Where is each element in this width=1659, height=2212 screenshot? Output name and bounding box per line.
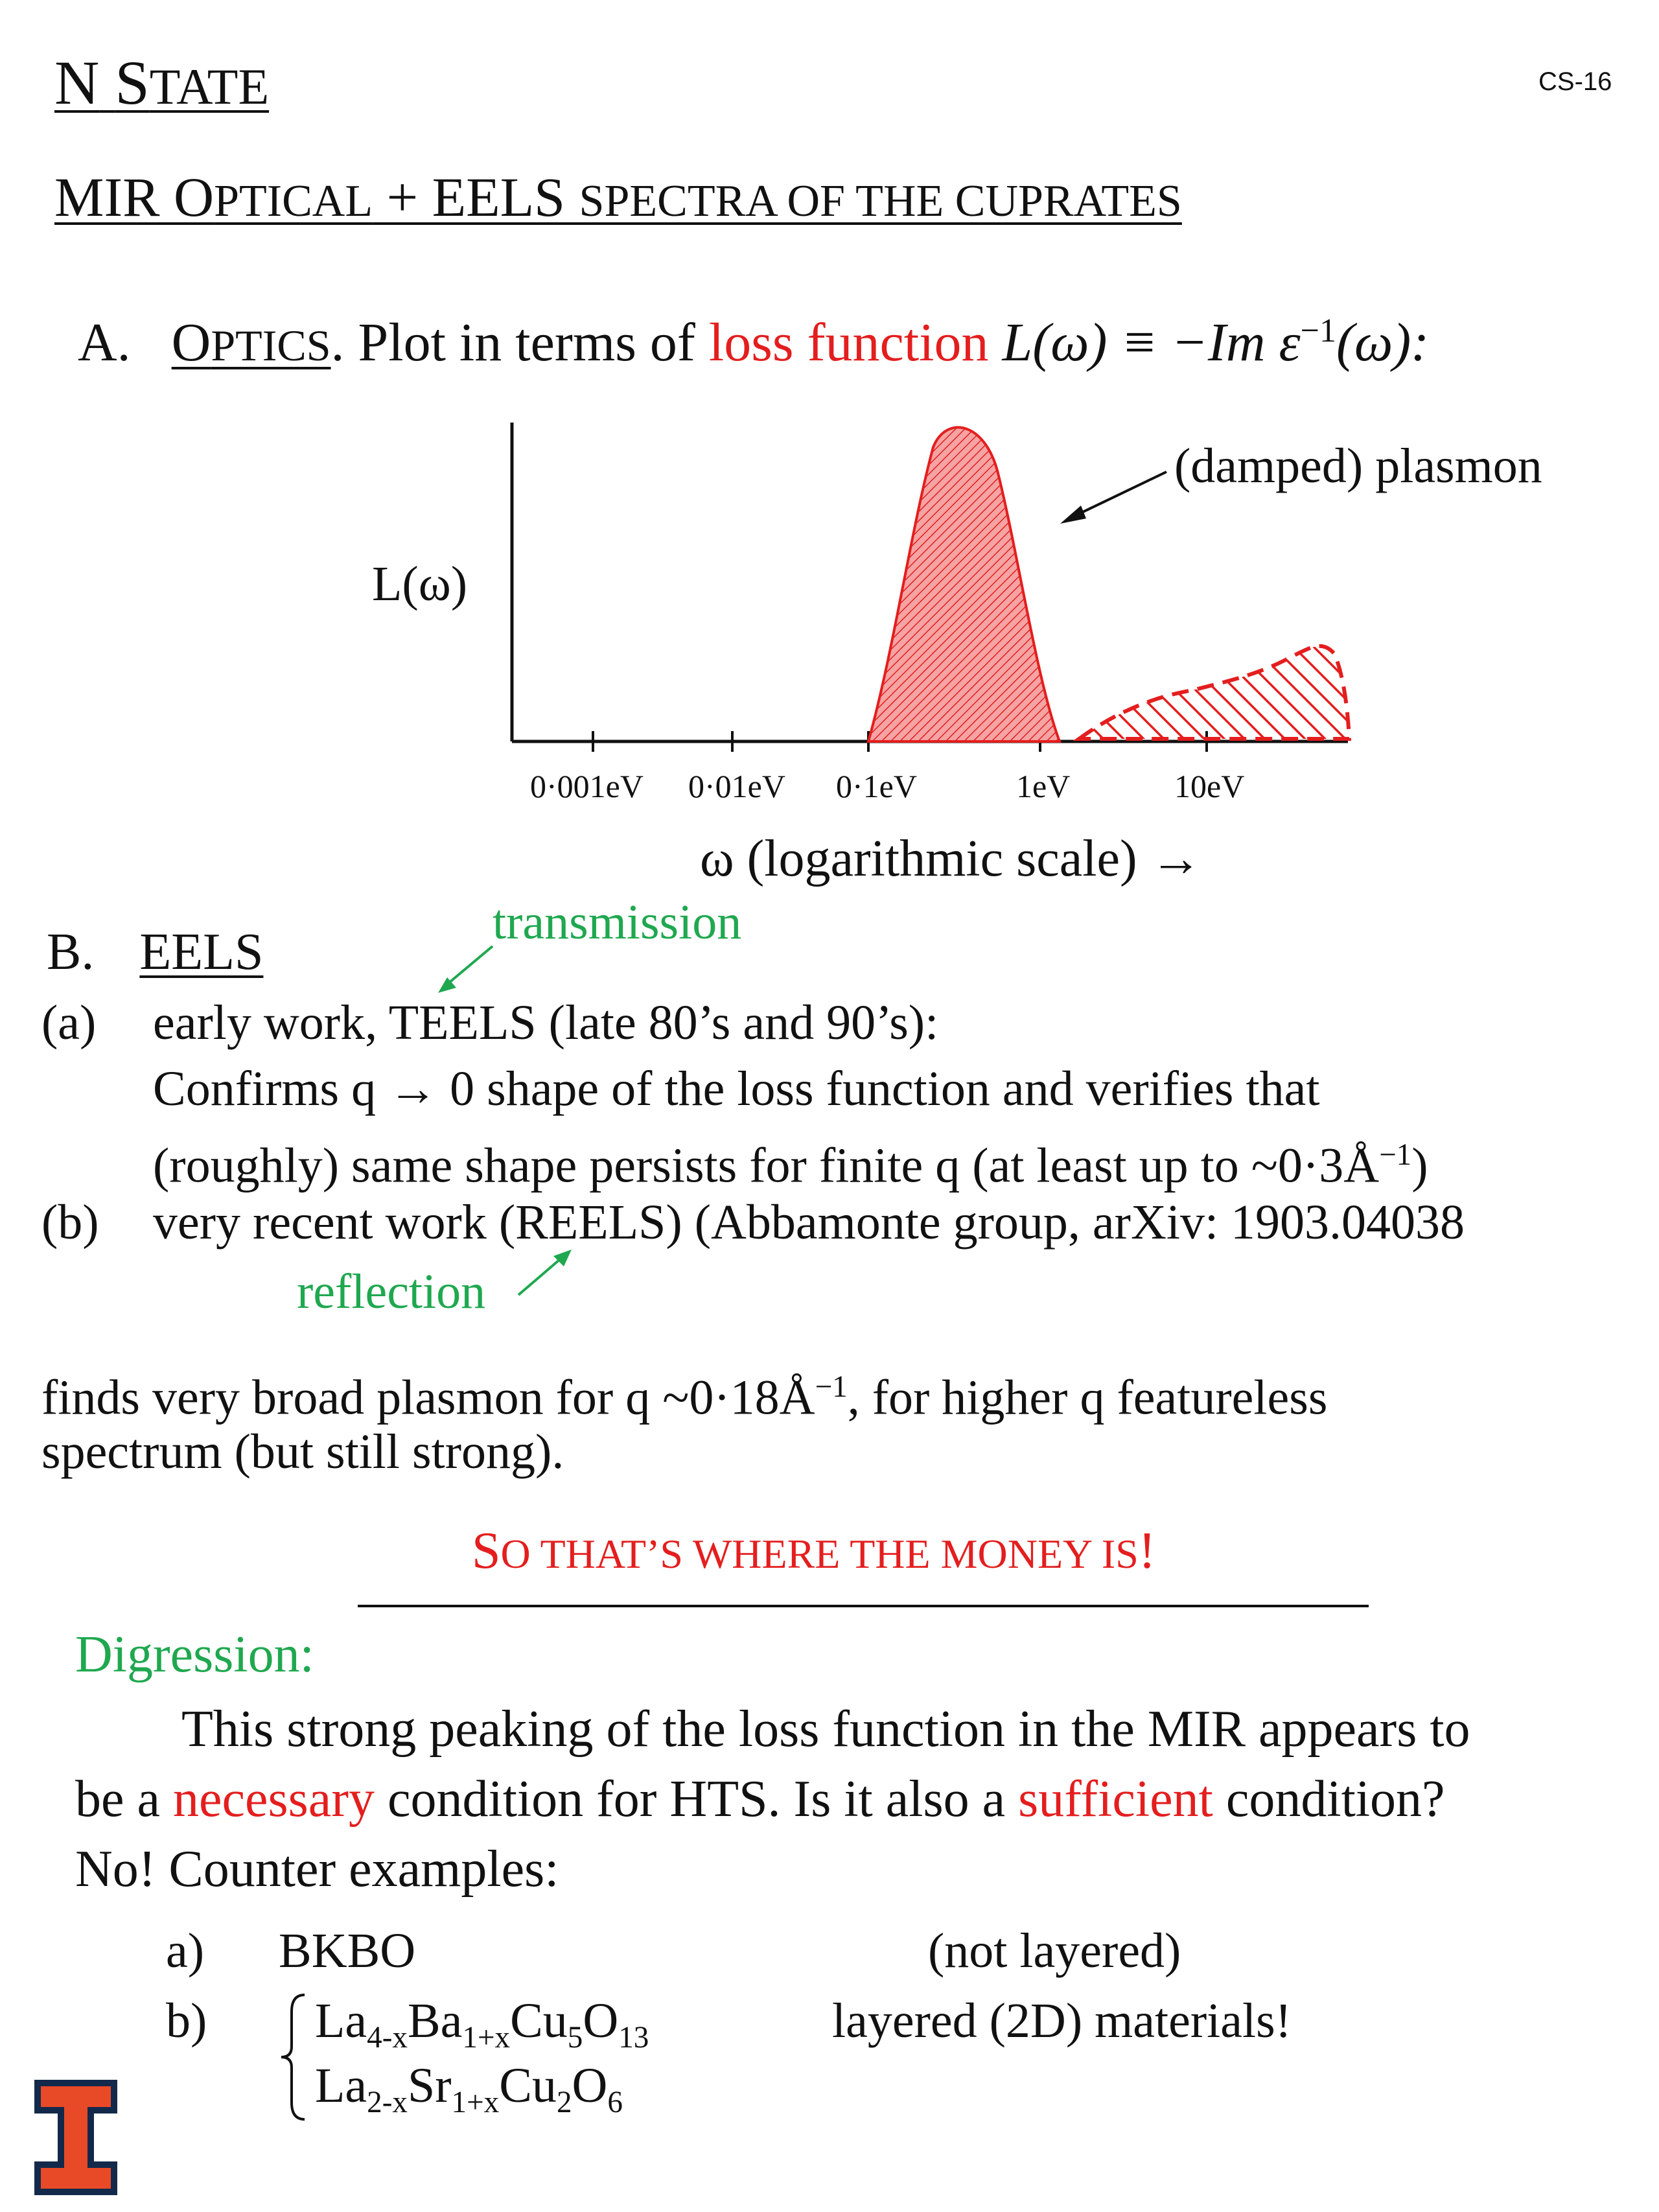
example-a-label: a) xyxy=(166,1924,205,1978)
illinois-block-i-logo xyxy=(34,2079,118,2196)
x-tick-label: 1eV xyxy=(1016,768,1071,804)
plasmon-annotation: (damped) plasmon xyxy=(1174,439,1542,493)
plot-x-label: ω (logarithmic scale) → xyxy=(700,830,1202,887)
high-energy-region xyxy=(1079,646,1349,739)
finds-line2: spectrum (but still strong). xyxy=(41,1425,564,1479)
x-tick-label: 0·01eV xyxy=(688,768,785,804)
example-b-label: b) xyxy=(166,1994,207,2048)
digression-line1: This strong peaking of the loss function in the MIR appears to xyxy=(181,1701,1470,1758)
page-title: N STATE xyxy=(54,48,270,117)
divider xyxy=(358,1605,1369,1607)
formula-1: $La_{4-x}Ba_{1+x}Cu_5O_{13}$ xyxy=(315,1994,649,2055)
section-b-heading: B. EELS xyxy=(47,924,264,981)
item-b-label: (b) xyxy=(41,1195,99,1250)
item-a-line1: early work, TEELS (late 80’s and 90’s): xyxy=(153,995,939,1050)
plot-y-label: L(ω) xyxy=(372,557,468,611)
transmission-note: transmission xyxy=(493,895,742,949)
example-a-note: (not layered) xyxy=(928,1924,1181,1978)
x-tick-label: 0·1eV xyxy=(836,768,917,804)
item-a-label: (a) xyxy=(41,995,97,1050)
item-b-line1: very recent work (REELS) (Abbamonte group, arXiv: 1903.04038 xyxy=(153,1195,1465,1250)
reflection-arrow xyxy=(512,1243,583,1301)
money-statement: SO THAT’S WHERE THE MONEY IS! xyxy=(472,1522,1156,1579)
example-a-name: BKBO xyxy=(279,1924,416,1978)
transmission-arrow xyxy=(433,940,511,998)
digression-line3: No! Counter examples: xyxy=(75,1841,559,1898)
x-tick-label: 10eV xyxy=(1174,768,1245,804)
finds-line1: finds very broad plasmon for q $\sim 0\cdot 18Å^{-1}$, for higher q featureless xyxy=(41,1370,1328,1425)
digression-title: Digression: xyxy=(75,1626,314,1683)
plasmon-arrow xyxy=(1069,472,1166,518)
subtitle: MIR OPTICAL + EELS SPECTRA OF THE CUPRATES xyxy=(54,166,1182,228)
example-b-note: layered (2D) materials! xyxy=(832,1994,1292,2048)
reflection-note: reflection xyxy=(297,1264,486,1319)
item-a-line3: (roughly) same shape persists for finite q (at least up to $\sim 0\cdot 3Å^{-1}$) xyxy=(153,1138,1428,1193)
plasmon-peak xyxy=(868,427,1060,741)
brace xyxy=(279,1992,311,2122)
page-code: CS-16 xyxy=(1538,67,1612,96)
formula-2: $La_{2-x}Sr_{1+x}Cu_2O_6$ xyxy=(315,2058,623,2120)
digression-line2: be a necessary condition for HTS. Is it also a sufficient condition? xyxy=(75,1771,1445,1828)
item-a-line2: Confirms q → 0 shape of the loss function and verifies that xyxy=(153,1062,1320,1116)
section-a-heading: A. OPTICS. Plot in terms of loss function L(ω) ≡ −Im $\varepsilon^{-1}(\omega)$: xyxy=(78,312,1430,373)
loss-function-label: loss function xyxy=(708,312,989,373)
x-tick-label: 0·001eV xyxy=(530,768,644,804)
